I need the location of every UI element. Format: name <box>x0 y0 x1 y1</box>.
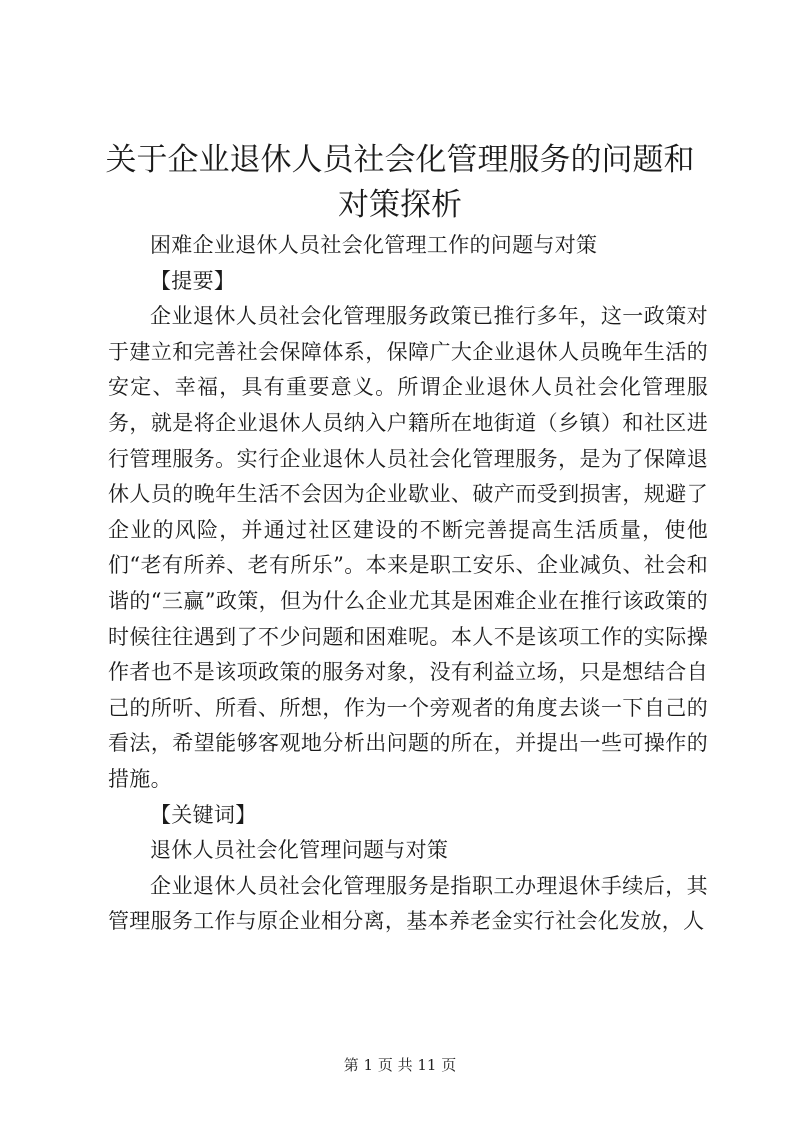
document-body <box>108 228 708 940</box>
page-number-footer: 第 1 页 共 11 页 <box>343 1056 457 1074</box>
body-paragraph: 企业退休人员社会化管理服务是指职工办理退休手续后，其管理服务工作与原企业相分离，基本养老金实行社会化发放，人 <box>108 873 708 934</box>
keywords-paragraph: 退休人员社会化管理问题与对策 <box>150 838 449 863</box>
abstract-paragraph: 企业退休人员社会化管理服务政策已推行多年，这一政策对于建立和完善社会保障体系，保障广大企业退休人员晚年生活的安定、幸福，具有重要意义。所谓企业退休人员社会化管理服务，就是将企业退休人员纳入户籍所在地街道（乡镇）和社区进行管理服务。实行企业退休人员社会化管理服务，是为了保障退休人员的晚年生活不会因为企业歇业、破产而受到损害，规避了企业的风险，并通过社区建设的不断完善提高生活质量，使他们“老有所养、老有所乐”。本来是职工安乐、企业减负、社会和谐的“三赢”政策，但为什么企业尤其是困难企业在推行该政策的时候往往遇到了不少问题和困难呢。本人不是该项工作的实际操作者也不是该项政策的服务对象，没有利益立场，只是想结合自己的所听、所看、所想，作为一个旁观者的角度去谈一下自己的看法，希望能够客观地分析出问题的所在，并提出一些可操作的措施。 <box>108 304 708 791</box>
document-subtitle: 困难企业退休人员社会化管理工作的问题与对策 <box>150 233 598 257</box>
document-title: 关于企业退休人员社会化管理服务的问题和对策探析 <box>105 142 695 223</box>
abstract-heading: 【提要】 <box>150 268 236 293</box>
keywords-heading: 【关键词】 <box>150 802 257 827</box>
